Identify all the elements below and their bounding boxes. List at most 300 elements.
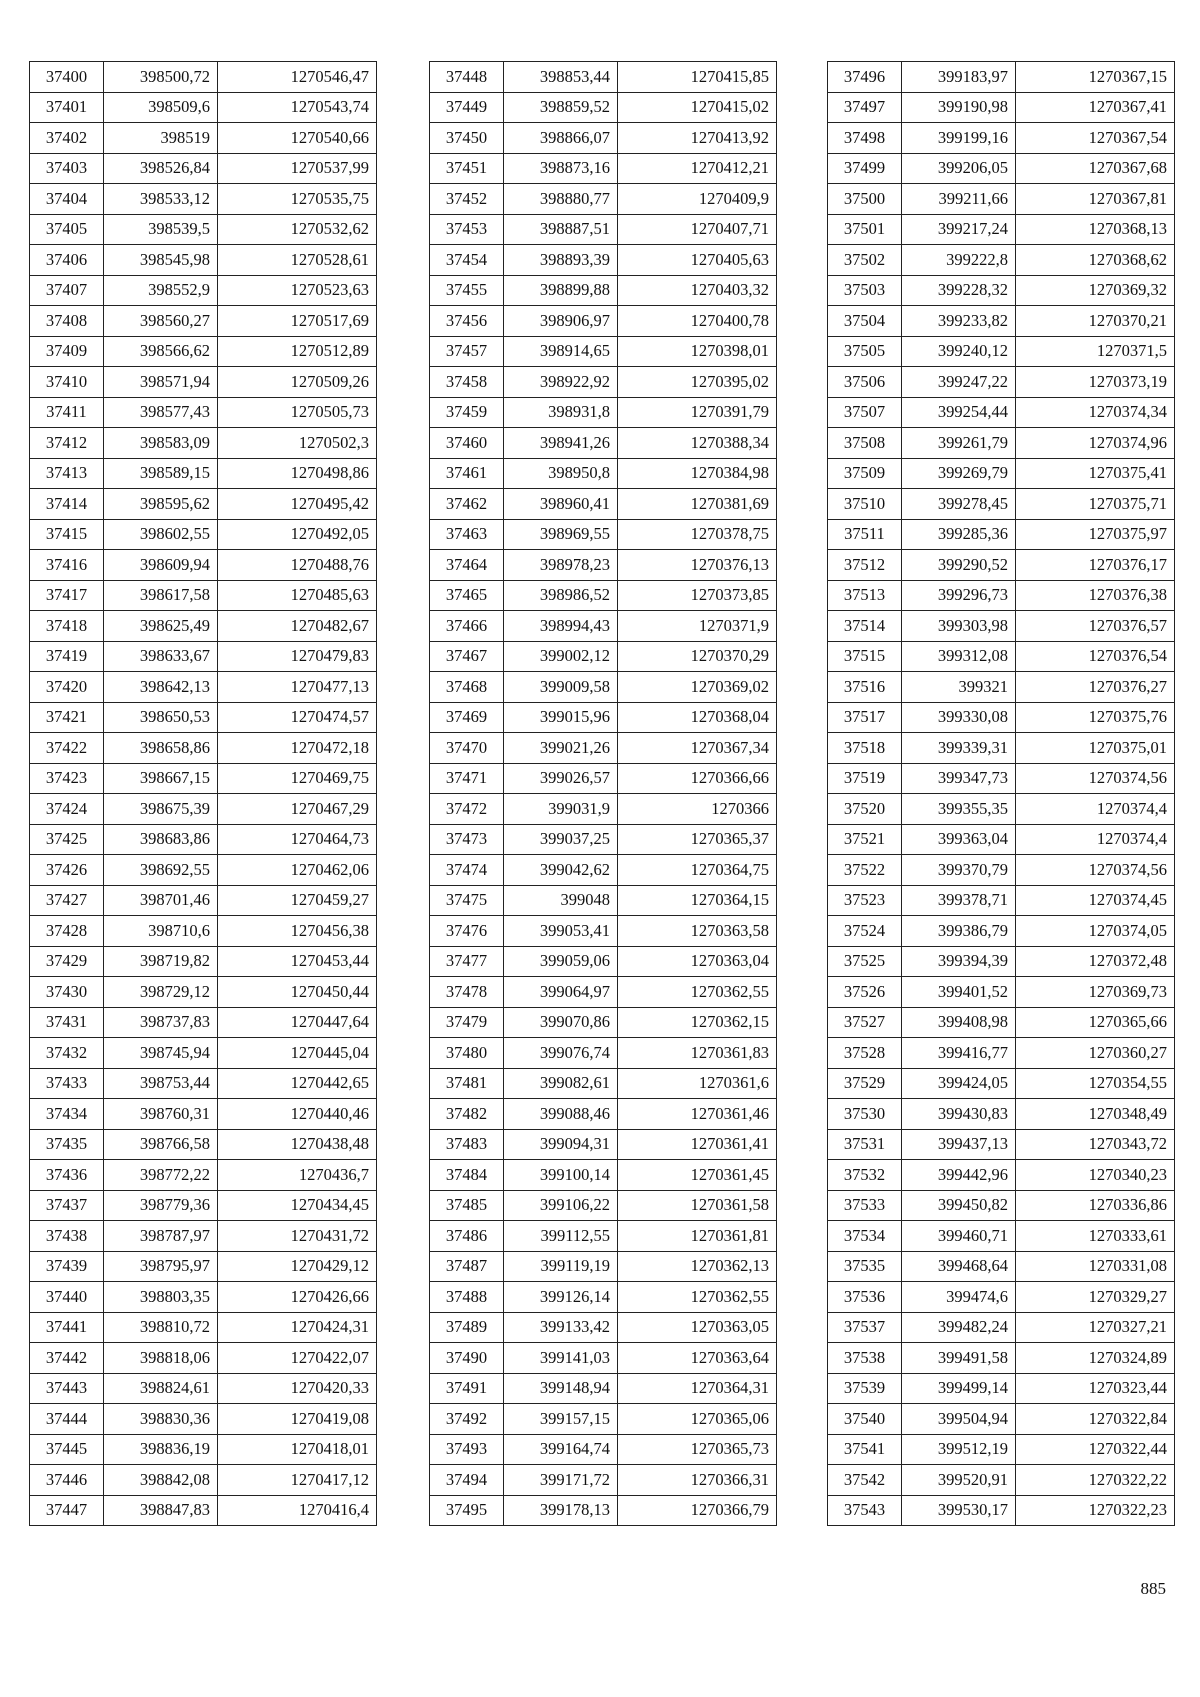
x-coordinate-cell: 399468,64: [902, 1251, 1016, 1282]
x-coordinate-cell: 398795,97: [104, 1251, 218, 1282]
table-row: [430, 946, 777, 977]
table-row: [828, 550, 1175, 581]
table-row: [430, 763, 777, 794]
table-row: [828, 123, 1175, 154]
x-coordinate-cell: 398830,36: [104, 1404, 218, 1435]
x-coordinate-cell: 398571,94: [104, 367, 218, 398]
table-row: [430, 1190, 777, 1221]
table-row: [430, 977, 777, 1008]
y-coordinate-cell: 1270376,13: [618, 550, 777, 581]
y-coordinate-cell: 1270400,78: [618, 306, 777, 337]
point-number-cell: 37400: [30, 62, 104, 93]
y-coordinate-cell: 1270462,06: [218, 855, 377, 886]
point-number-cell: 37469: [430, 702, 504, 733]
y-coordinate-cell: 1270374,34: [1016, 397, 1175, 428]
table-row: [828, 1465, 1175, 1496]
x-coordinate-cell: 398931,8: [504, 397, 618, 428]
point-number-cell: 37537: [828, 1312, 902, 1343]
table-row: [30, 153, 377, 184]
x-coordinate-cell: 398941,26: [504, 428, 618, 459]
x-coordinate-cell: 398842,08: [104, 1465, 218, 1496]
x-coordinate-cell: 399088,46: [504, 1099, 618, 1130]
point-number-cell: 37426: [30, 855, 104, 886]
y-coordinate-cell: 1270415,85: [618, 62, 777, 93]
x-coordinate-cell: 399290,52: [902, 550, 1016, 581]
y-coordinate-cell: 1270364,15: [618, 885, 777, 916]
point-number-cell: 37497: [828, 92, 902, 123]
point-number-cell: 37445: [30, 1434, 104, 1465]
point-number-cell: 37495: [430, 1495, 504, 1526]
table-row: [430, 519, 777, 550]
y-coordinate-cell: 1270365,66: [1016, 1007, 1175, 1038]
y-coordinate-cell: 1270407,71: [618, 214, 777, 245]
point-number-cell: 37453: [430, 214, 504, 245]
point-number-cell: 37401: [30, 92, 104, 123]
table-row: [430, 153, 777, 184]
table-row: [430, 855, 777, 886]
x-coordinate-cell: 399106,22: [504, 1190, 618, 1221]
y-coordinate-cell: 1270361,6: [618, 1068, 777, 1099]
point-number-cell: 37543: [828, 1495, 902, 1526]
table-row: [30, 1373, 377, 1404]
y-coordinate-cell: 1270543,74: [218, 92, 377, 123]
point-number-cell: 37479: [430, 1007, 504, 1038]
point-number-cell: 37476: [430, 916, 504, 947]
table-row: [30, 885, 377, 916]
y-coordinate-cell: 1270370,21: [1016, 306, 1175, 337]
y-coordinate-cell: 1270361,46: [618, 1099, 777, 1130]
y-coordinate-cell: 1270416,4: [218, 1495, 377, 1526]
table-row: [828, 672, 1175, 703]
table-row: [30, 824, 377, 855]
x-coordinate-cell: 398950,8: [504, 458, 618, 489]
x-coordinate-cell: 399240,12: [902, 336, 1016, 367]
x-coordinate-cell: 398737,83: [104, 1007, 218, 1038]
x-coordinate-cell: 399386,79: [902, 916, 1016, 947]
x-coordinate-cell: 398893,39: [504, 245, 618, 276]
x-coordinate-cell: 398533,12: [104, 184, 218, 215]
table-row: [430, 1465, 777, 1496]
y-coordinate-cell: 1270365,73: [618, 1434, 777, 1465]
table-row: [828, 946, 1175, 977]
table-row: [30, 458, 377, 489]
y-coordinate-cell: 1270368,04: [618, 702, 777, 733]
y-coordinate-cell: 1270329,27: [1016, 1282, 1175, 1313]
x-coordinate-cell: 398760,31: [104, 1099, 218, 1130]
table-row: [828, 885, 1175, 916]
page-number: 885: [1140, 1579, 1166, 1598]
y-coordinate-cell: 1270368,62: [1016, 245, 1175, 276]
x-coordinate-cell: 399474,6: [902, 1282, 1016, 1313]
y-coordinate-cell: 1270361,83: [618, 1038, 777, 1069]
point-number-cell: 37536: [828, 1282, 902, 1313]
table-row: [828, 1190, 1175, 1221]
y-coordinate-cell: 1270405,63: [618, 245, 777, 276]
x-coordinate-cell: 399416,77: [902, 1038, 1016, 1069]
y-coordinate-cell: 1270376,17: [1016, 550, 1175, 581]
coordinate-table-3: [827, 61, 1175, 1526]
table-row: [430, 702, 777, 733]
point-number-cell: 37428: [30, 916, 104, 947]
y-coordinate-cell: 1270322,23: [1016, 1495, 1175, 1526]
x-coordinate-cell: 399321: [902, 672, 1016, 703]
point-number-cell: 37408: [30, 306, 104, 337]
y-coordinate-cell: 1270418,01: [218, 1434, 377, 1465]
point-number-cell: 37496: [828, 62, 902, 93]
point-number-cell: 37413: [30, 458, 104, 489]
point-number-cell: 37467: [430, 641, 504, 672]
point-number-cell: 37511: [828, 519, 902, 550]
table-row: [828, 489, 1175, 520]
y-coordinate-cell: 1270361,81: [618, 1221, 777, 1252]
y-coordinate-cell: 1270442,65: [218, 1068, 377, 1099]
point-number-cell: 37432: [30, 1038, 104, 1069]
point-number-cell: 37450: [430, 123, 504, 154]
x-coordinate-cell: 399285,36: [902, 519, 1016, 550]
coordinate-table-1: [29, 61, 377, 1526]
table-row: [828, 977, 1175, 1008]
table-row: [430, 1038, 777, 1069]
point-number-cell: 37506: [828, 367, 902, 398]
point-number-cell: 37529: [828, 1068, 902, 1099]
table-row: [30, 672, 377, 703]
table-row: [430, 580, 777, 611]
table-row: [430, 1404, 777, 1435]
table-row: [828, 580, 1175, 611]
table-row: [430, 336, 777, 367]
y-coordinate-cell: 1270367,54: [1016, 123, 1175, 154]
point-number-cell: 37442: [30, 1343, 104, 1374]
table-row: [828, 1343, 1175, 1374]
point-number-cell: 37523: [828, 885, 902, 916]
y-coordinate-cell: 1270369,02: [618, 672, 777, 703]
point-number-cell: 37539: [828, 1373, 902, 1404]
y-coordinate-cell: 1270373,19: [1016, 367, 1175, 398]
x-coordinate-cell: 399042,62: [504, 855, 618, 886]
y-coordinate-cell: 1270472,18: [218, 733, 377, 764]
y-coordinate-cell: 1270474,57: [218, 702, 377, 733]
y-coordinate-cell: 1270398,01: [618, 336, 777, 367]
point-number-cell: 37464: [430, 550, 504, 581]
table-row: [430, 1251, 777, 1282]
x-coordinate-cell: 399178,13: [504, 1495, 618, 1526]
x-coordinate-cell: 399199,16: [902, 123, 1016, 154]
y-coordinate-cell: 1270391,79: [618, 397, 777, 428]
point-number-cell: 37542: [828, 1465, 902, 1496]
table-row: [430, 1068, 777, 1099]
y-coordinate-cell: 1270374,05: [1016, 916, 1175, 947]
y-coordinate-cell: 1270367,68: [1016, 153, 1175, 184]
table-row: [30, 1343, 377, 1374]
table-row: [30, 1160, 377, 1191]
y-coordinate-cell: 1270502,3: [218, 428, 377, 459]
y-coordinate-cell: 1270362,55: [618, 1282, 777, 1313]
table-row: [30, 580, 377, 611]
table-row: [430, 1099, 777, 1130]
y-coordinate-cell: 1270450,44: [218, 977, 377, 1008]
x-coordinate-cell: 399190,98: [902, 92, 1016, 123]
x-coordinate-cell: 399100,14: [504, 1160, 618, 1191]
x-coordinate-cell: 399009,58: [504, 672, 618, 703]
point-number-cell: 37513: [828, 580, 902, 611]
table-row: [30, 367, 377, 398]
table-row: [828, 153, 1175, 184]
y-coordinate-cell: 1270523,63: [218, 275, 377, 306]
y-coordinate-cell: 1270364,31: [618, 1373, 777, 1404]
table-row: [828, 1404, 1175, 1435]
x-coordinate-cell: 398960,41: [504, 489, 618, 520]
table-row: [828, 763, 1175, 794]
y-coordinate-cell: 1270331,08: [1016, 1251, 1175, 1282]
x-coordinate-cell: 399094,31: [504, 1129, 618, 1160]
x-coordinate-cell: 399157,15: [504, 1404, 618, 1435]
x-coordinate-cell: 399450,82: [902, 1190, 1016, 1221]
table-row: [828, 1129, 1175, 1160]
y-coordinate-cell: 1270537,99: [218, 153, 377, 184]
point-number-cell: 37505: [828, 336, 902, 367]
table-row: [430, 1343, 777, 1374]
y-coordinate-cell: 1270336,86: [1016, 1190, 1175, 1221]
point-number-cell: 37489: [430, 1312, 504, 1343]
table-row: [828, 641, 1175, 672]
x-coordinate-cell: 398667,15: [104, 763, 218, 794]
x-coordinate-cell: 399394,39: [902, 946, 1016, 977]
y-coordinate-cell: 1270374,56: [1016, 763, 1175, 794]
point-number-cell: 37516: [828, 672, 902, 703]
x-coordinate-cell: 399070,86: [504, 1007, 618, 1038]
table-row: [828, 275, 1175, 306]
point-number-cell: 37494: [430, 1465, 504, 1496]
table-row: [30, 1404, 377, 1435]
x-coordinate-cell: 398824,61: [104, 1373, 218, 1404]
point-number-cell: 37507: [828, 397, 902, 428]
x-coordinate-cell: 399504,94: [902, 1404, 1016, 1435]
y-coordinate-cell: 1270361,58: [618, 1190, 777, 1221]
y-coordinate-cell: 1270376,27: [1016, 672, 1175, 703]
y-coordinate-cell: 1270367,34: [618, 733, 777, 764]
y-coordinate-cell: 1270374,56: [1016, 855, 1175, 886]
table-row: [30, 397, 377, 428]
point-number-cell: 37488: [430, 1282, 504, 1313]
point-number-cell: 37425: [30, 824, 104, 855]
point-number-cell: 37514: [828, 611, 902, 642]
x-coordinate-cell: 398539,5: [104, 214, 218, 245]
point-number-cell: 37472: [430, 794, 504, 825]
y-coordinate-cell: 1270424,31: [218, 1312, 377, 1343]
y-coordinate-cell: 1270384,98: [618, 458, 777, 489]
x-coordinate-cell: 398994,43: [504, 611, 618, 642]
point-number-cell: 37540: [828, 1404, 902, 1435]
table-row: [30, 62, 377, 93]
table-row: [430, 306, 777, 337]
table-row: [430, 184, 777, 215]
x-coordinate-cell: 399059,06: [504, 946, 618, 977]
table-row: [430, 245, 777, 276]
point-number-cell: 37434: [30, 1099, 104, 1130]
table-row: [30, 1190, 377, 1221]
y-coordinate-cell: 1270477,13: [218, 672, 377, 703]
point-number-cell: 37478: [430, 977, 504, 1008]
x-coordinate-cell: 398545,98: [104, 245, 218, 276]
x-coordinate-cell: 399363,04: [902, 824, 1016, 855]
x-coordinate-cell: 398617,58: [104, 580, 218, 611]
point-number-cell: 37500: [828, 184, 902, 215]
x-coordinate-cell: 399021,26: [504, 733, 618, 764]
point-number-cell: 37535: [828, 1251, 902, 1282]
x-coordinate-cell: 399217,24: [902, 214, 1016, 245]
y-coordinate-cell: 1270540,66: [218, 123, 377, 154]
y-coordinate-cell: 1270440,46: [218, 1099, 377, 1130]
coordinate-table-2: [429, 61, 777, 1526]
table-row: [828, 214, 1175, 245]
y-coordinate-cell: 1270367,41: [1016, 92, 1175, 123]
x-coordinate-cell: 399002,12: [504, 641, 618, 672]
x-coordinate-cell: 398866,07: [504, 123, 618, 154]
table-row: [828, 794, 1175, 825]
x-coordinate-cell: 398906,97: [504, 306, 618, 337]
table-row: [30, 92, 377, 123]
point-number-cell: 37438: [30, 1221, 104, 1252]
y-coordinate-cell: 1270517,69: [218, 306, 377, 337]
point-number-cell: 37532: [828, 1160, 902, 1191]
y-coordinate-cell: 1270362,13: [618, 1251, 777, 1282]
y-coordinate-cell: 1270469,75: [218, 763, 377, 794]
y-coordinate-cell: 1270453,44: [218, 946, 377, 977]
point-number-cell: 37465: [430, 580, 504, 611]
table-row: [30, 794, 377, 825]
x-coordinate-cell: 398787,97: [104, 1221, 218, 1252]
point-number-cell: 37406: [30, 245, 104, 276]
table-row: [30, 1099, 377, 1130]
point-number-cell: 37508: [828, 428, 902, 459]
table-row: [30, 489, 377, 520]
y-coordinate-cell: 1270403,32: [618, 275, 777, 306]
point-number-cell: 37526: [828, 977, 902, 1008]
x-coordinate-cell: 399211,66: [902, 184, 1016, 215]
table-row: [430, 794, 777, 825]
table-row: [30, 275, 377, 306]
table-row: [828, 855, 1175, 886]
point-number-cell: 37443: [30, 1373, 104, 1404]
point-number-cell: 37481: [430, 1068, 504, 1099]
y-coordinate-cell: 1270413,92: [618, 123, 777, 154]
x-coordinate-cell: 399026,57: [504, 763, 618, 794]
point-number-cell: 37435: [30, 1129, 104, 1160]
point-number-cell: 37501: [828, 214, 902, 245]
y-coordinate-cell: 1270348,49: [1016, 1099, 1175, 1130]
table-row: [828, 1007, 1175, 1038]
x-coordinate-cell: 398583,09: [104, 428, 218, 459]
x-coordinate-cell: 398675,39: [104, 794, 218, 825]
table-row: [828, 184, 1175, 215]
y-coordinate-cell: 1270374,45: [1016, 885, 1175, 916]
table-row: [430, 92, 777, 123]
table-row: [430, 885, 777, 916]
point-number-cell: 37471: [430, 763, 504, 794]
x-coordinate-cell: 398986,52: [504, 580, 618, 611]
x-coordinate-cell: 399183,97: [902, 62, 1016, 93]
y-coordinate-cell: 1270438,48: [218, 1129, 377, 1160]
table-row: [430, 214, 777, 245]
y-coordinate-cell: 1270343,72: [1016, 1129, 1175, 1160]
x-coordinate-cell: 399015,96: [504, 702, 618, 733]
table-row: [30, 611, 377, 642]
point-number-cell: 37422: [30, 733, 104, 764]
y-coordinate-cell: 1270361,45: [618, 1160, 777, 1191]
x-coordinate-cell: 399247,22: [902, 367, 1016, 398]
x-coordinate-cell: 399339,31: [902, 733, 1016, 764]
table-row: [828, 1068, 1175, 1099]
table-row: [30, 1434, 377, 1465]
point-number-cell: 37430: [30, 977, 104, 1008]
point-number-cell: 37538: [828, 1343, 902, 1374]
x-coordinate-cell: 398566,62: [104, 336, 218, 367]
point-number-cell: 37433: [30, 1068, 104, 1099]
table-row: [430, 458, 777, 489]
y-coordinate-cell: 1270479,83: [218, 641, 377, 672]
table-row: [828, 702, 1175, 733]
point-number-cell: 37452: [430, 184, 504, 215]
table-row: [430, 824, 777, 855]
table-row: [30, 855, 377, 886]
x-coordinate-cell: 399442,96: [902, 1160, 1016, 1191]
x-coordinate-cell: 399119,19: [504, 1251, 618, 1282]
point-number-cell: 37470: [430, 733, 504, 764]
table-row: [30, 245, 377, 276]
x-coordinate-cell: 399401,52: [902, 977, 1016, 1008]
table-row: [430, 1221, 777, 1252]
x-coordinate-cell: 398609,94: [104, 550, 218, 581]
y-coordinate-cell: 1270498,86: [218, 458, 377, 489]
table-row: [430, 62, 777, 93]
point-number-cell: 37411: [30, 397, 104, 428]
point-number-cell: 37461: [430, 458, 504, 489]
point-number-cell: 37504: [828, 306, 902, 337]
y-coordinate-cell: 1270371,5: [1016, 336, 1175, 367]
table-row: [430, 428, 777, 459]
point-number-cell: 37418: [30, 611, 104, 642]
x-coordinate-cell: 398701,46: [104, 885, 218, 916]
point-number-cell: 37455: [430, 275, 504, 306]
point-number-cell: 37412: [30, 428, 104, 459]
x-coordinate-cell: 398560,27: [104, 306, 218, 337]
point-number-cell: 37405: [30, 214, 104, 245]
table-row: [430, 733, 777, 764]
y-coordinate-cell: 1270364,75: [618, 855, 777, 886]
x-coordinate-cell: 399112,55: [504, 1221, 618, 1252]
y-coordinate-cell: 1270372,48: [1016, 946, 1175, 977]
table-row: [828, 397, 1175, 428]
point-number-cell: 37519: [828, 763, 902, 794]
x-coordinate-cell: 399330,08: [902, 702, 1016, 733]
point-number-cell: 37474: [430, 855, 504, 886]
y-coordinate-cell: 1270388,34: [618, 428, 777, 459]
table-row: [430, 916, 777, 947]
table-row: [30, 123, 377, 154]
x-coordinate-cell: 399520,91: [902, 1465, 1016, 1496]
y-coordinate-cell: 1270512,89: [218, 336, 377, 367]
y-coordinate-cell: 1270381,69: [618, 489, 777, 520]
y-coordinate-cell: 1270369,32: [1016, 275, 1175, 306]
point-number-cell: 37463: [430, 519, 504, 550]
y-coordinate-cell: 1270376,54: [1016, 641, 1175, 672]
y-coordinate-cell: 1270532,62: [218, 214, 377, 245]
y-coordinate-cell: 1270464,73: [218, 824, 377, 855]
table-row: [430, 367, 777, 398]
y-coordinate-cell: 1270323,44: [1016, 1373, 1175, 1404]
table-row: [30, 306, 377, 337]
y-coordinate-cell: 1270367,81: [1016, 184, 1175, 215]
